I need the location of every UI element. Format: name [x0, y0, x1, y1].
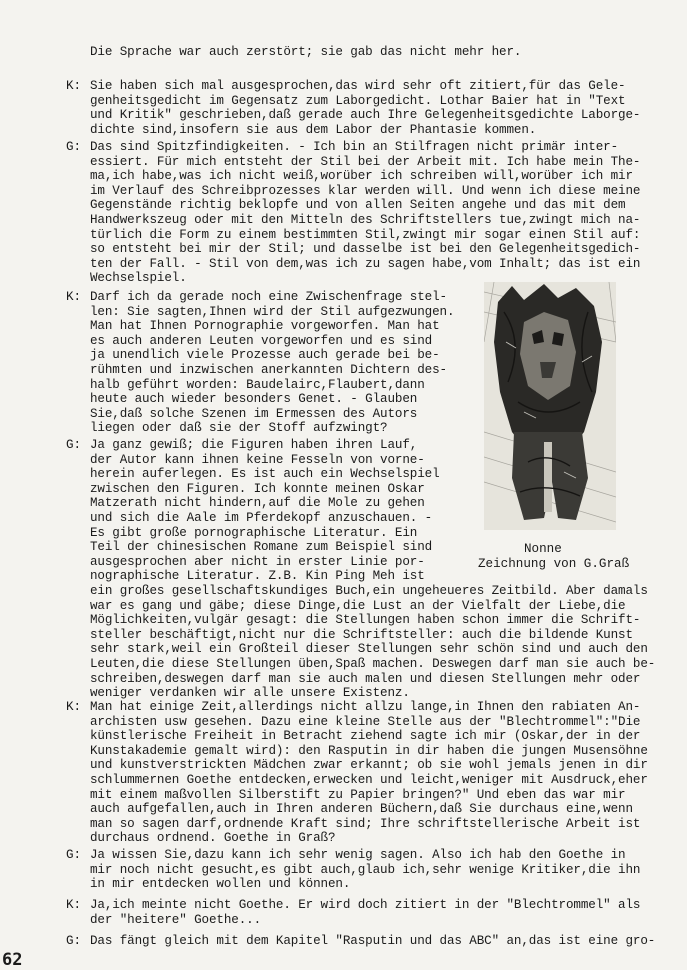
text-line: liegen oder daß sie der Stoff aufzwingt?	[90, 421, 388, 436]
speaker-label: K:	[66, 898, 82, 912]
text-line: zwischen den Figuren. Ich konnte meinen Oskar	[90, 481, 425, 496]
text-line: Man hat Ihnen Pornographie vorgeworfen. Man hat	[90, 319, 440, 334]
text-line: und sich die Aale im Pferdekopf anzuschauen. -	[90, 511, 433, 525]
speaker-label: G:	[66, 848, 82, 862]
text-line: im Verlauf des Schreibprozesses klar werden will. Und wenn ich diese meine	[90, 183, 641, 198]
text-line: ja unendlich viele Prozesse auch gerade bei be-	[90, 348, 440, 363]
speaker-label: K:	[66, 700, 82, 714]
text-line: mit einem maßvollen Silberstift zu Papier bringen?" Und eben das war mir	[90, 787, 626, 802]
text-line: der "heitere" Goethe...	[90, 912, 262, 927]
text-line: Ja wissen Sie,dazu kann ich sehr wenig sagen. Also ich hab den Goethe in	[90, 848, 626, 862]
text-line: so entsteht bei mir der Stil; und dasselbe ist bei den Gelegenheitsgedich-	[90, 242, 641, 257]
speaker-label: K:	[66, 290, 82, 304]
text-line: Sie haben sich mal ausgesprochen,das wird sehr oft zitiert,für das Gele-	[90, 79, 626, 93]
text-line: len: Sie sagten,Ihnen wird der Stil aufgezwungen.	[90, 304, 455, 319]
text-line: Wechselspiel.	[90, 271, 187, 286]
text-line: essiert. Für mich entsteht der Stil bei der Arbeit mit. Ich habe mein The-	[90, 154, 641, 169]
text-line: Matzerath nicht hindern,auf die Mole zu gehen	[90, 496, 425, 511]
text-line: durchaus ordnend. Goethe in Graß?	[90, 831, 336, 846]
figure-caption-credit: Zeichnung von G.Graß	[478, 557, 630, 571]
text-line: ein großes gesellschaftskundiges Buch,ein ungeheueres Zeitbild. Aber damals	[90, 584, 648, 598]
nun-drawing	[484, 282, 616, 530]
text-line: Darf ich da gerade noch eine Zwischenfrage stel-	[90, 290, 447, 304]
text-line: Gegenstände richtig beklopfe und von allen Seiten angehe und das mit dem	[90, 198, 626, 213]
text-line: Handwerkszeug oder mit den Mitteln des Schriftstellers tue,zwingt mich na-	[90, 213, 641, 227]
text-line: schreiben,deswegen darf man sie auch malen und diesen Stellungen mehr oder	[90, 671, 641, 686]
speaker-label: G:	[66, 140, 82, 154]
text-line: man so sagen darf,ordnende Kraft sind; Ihre schriftstellerische Arbeit ist	[90, 816, 641, 831]
text-line: Das fängt gleich mit dem Kapitel "Rasputin und das ABC" an,das ist eine gro-	[90, 934, 656, 948]
text-line: weniger verdanken wir alle unsere Existenz.	[90, 686, 410, 701]
text-line: herein auferlegen. Es ist auch ein Wechselspiel	[90, 467, 440, 482]
speaker-label: G:	[66, 438, 82, 452]
text-line: Man hat einige Zeit,allerdings nicht allzu lange,in Ihnen den rabiaten An-	[90, 700, 641, 714]
nun-drawing-image	[484, 282, 616, 530]
text-line: der Autor kann ihnen keine Fesseln von vorne-	[90, 452, 425, 467]
text-line: dichte sind,insofern sie aus dem Labor der Phantasie kommen.	[90, 122, 537, 137]
text-line: Ja,ich meinte nicht Goethe. Er wird doch zitiert in der "Blechtrommel" als	[90, 898, 641, 912]
text-line: künstlerische Freiheit in Betracht ziehend sagte ich mir (Oskar,der in der	[90, 729, 641, 744]
text-line: schlummernen Goethe entdecken,erwecken und leicht,weniger mit Ausdruck,eher	[90, 773, 648, 787]
text-line: türlich die Form zu einem bestimmten Stil,zwingt mir sogar einen Stil auf:	[90, 227, 641, 242]
figure-caption-title: Nonne	[524, 542, 562, 556]
text-line: auch aufgefallen,auch in Ihren anderen Büchern,daß Sie durchaus eine,wenn	[90, 802, 633, 817]
text-line: nographische Literatur. Z.B. Kin Ping Meh ist	[90, 569, 425, 584]
text-line: Das sind Spitzfindigkeiten. - Ich bin an Stilfragen nicht primär inter-	[90, 140, 619, 154]
speaker-label: G:	[66, 934, 82, 948]
text-line: ma,ich habe,was ich nicht weiß,worüber ich schreiben will,worüber ich mir	[90, 169, 633, 184]
text-line: sehr stark,weil ein Großteil dieser Stellungen sehr schön sind und auch den	[90, 642, 648, 657]
text-line: Kunstakademie gemalt wird): den Rasputin in dir haben die jungen Musensöhne	[90, 743, 648, 758]
text-line: mir noch nicht gesucht,es gibt auch,glaub ich,sehr wenige Kritiker,die ihn	[90, 862, 641, 877]
page-number: 62	[2, 950, 23, 970]
text-line: steller beschäftigt,nicht nur die Schriftsteller: auch die bildende Kunst	[90, 627, 633, 642]
speaker-label: K:	[66, 79, 82, 93]
text-line: archisten usw gesehen. Dazu eine kleine Stelle aus der "Blechtrommel":"Die	[90, 714, 641, 729]
text-line: Teil der chinesischen Romane zum Beispiel sind	[90, 540, 433, 555]
text-line: Die Sprache war auch zerstört; sie gab das nicht mehr her.	[90, 45, 522, 59]
text-line: und Kritik" geschrieben,daß gerade auch Ihre Gelegenheitsgedichte Laborge-	[90, 108, 641, 123]
text-line: Sie,daß solche Szenen im Ermessen des Autors	[90, 406, 418, 421]
text-line: ten der Fall. - Stil von dem,was ich zu sagen habe,vom Inhalt; das ist ein	[90, 256, 641, 271]
text-line: es auch anderen Leuten vorgeworfen und es sind	[90, 333, 433, 348]
text-line: ausgesprochen aber nicht in erster Linie por-	[90, 554, 425, 569]
text-line: und kunstverstrickten Mädchen zwar erkannt; ob sie wohl jemals jenen in dir	[90, 758, 648, 773]
text-line: Leuten,die diese Stellungen üben,Spaß machen. Deswegen darf man sie auch be-	[90, 657, 656, 671]
text-line: halb geführt worden: Baudelairc,Flaubert,dann	[90, 377, 425, 392]
text-line: Es gibt große pornographische Literatur. Ein	[90, 525, 418, 540]
text-line: war es gang und gäbe; diese Dinge,die Lust an der Vielfalt der Liebe,die	[90, 598, 626, 613]
text-line: rühmten und inzwischen anerkannten Dichtern des-	[90, 363, 447, 377]
text-line: Möglichkeiten,vulgär gesagt: die Stellungen haben schon immer die Schrift-	[90, 613, 641, 628]
text-line: Ja ganz gewiß; die Figuren haben ihren Lauf,	[90, 438, 418, 452]
text-line: in mir entdecken wollen und können.	[90, 877, 351, 892]
text-line: genheitsgedicht im Gegensatz zum Laborgedicht. Lothar Baier hat in "Text	[90, 93, 626, 108]
text-line: heute auch wieder besonders Genet. - Glauben	[90, 392, 418, 407]
